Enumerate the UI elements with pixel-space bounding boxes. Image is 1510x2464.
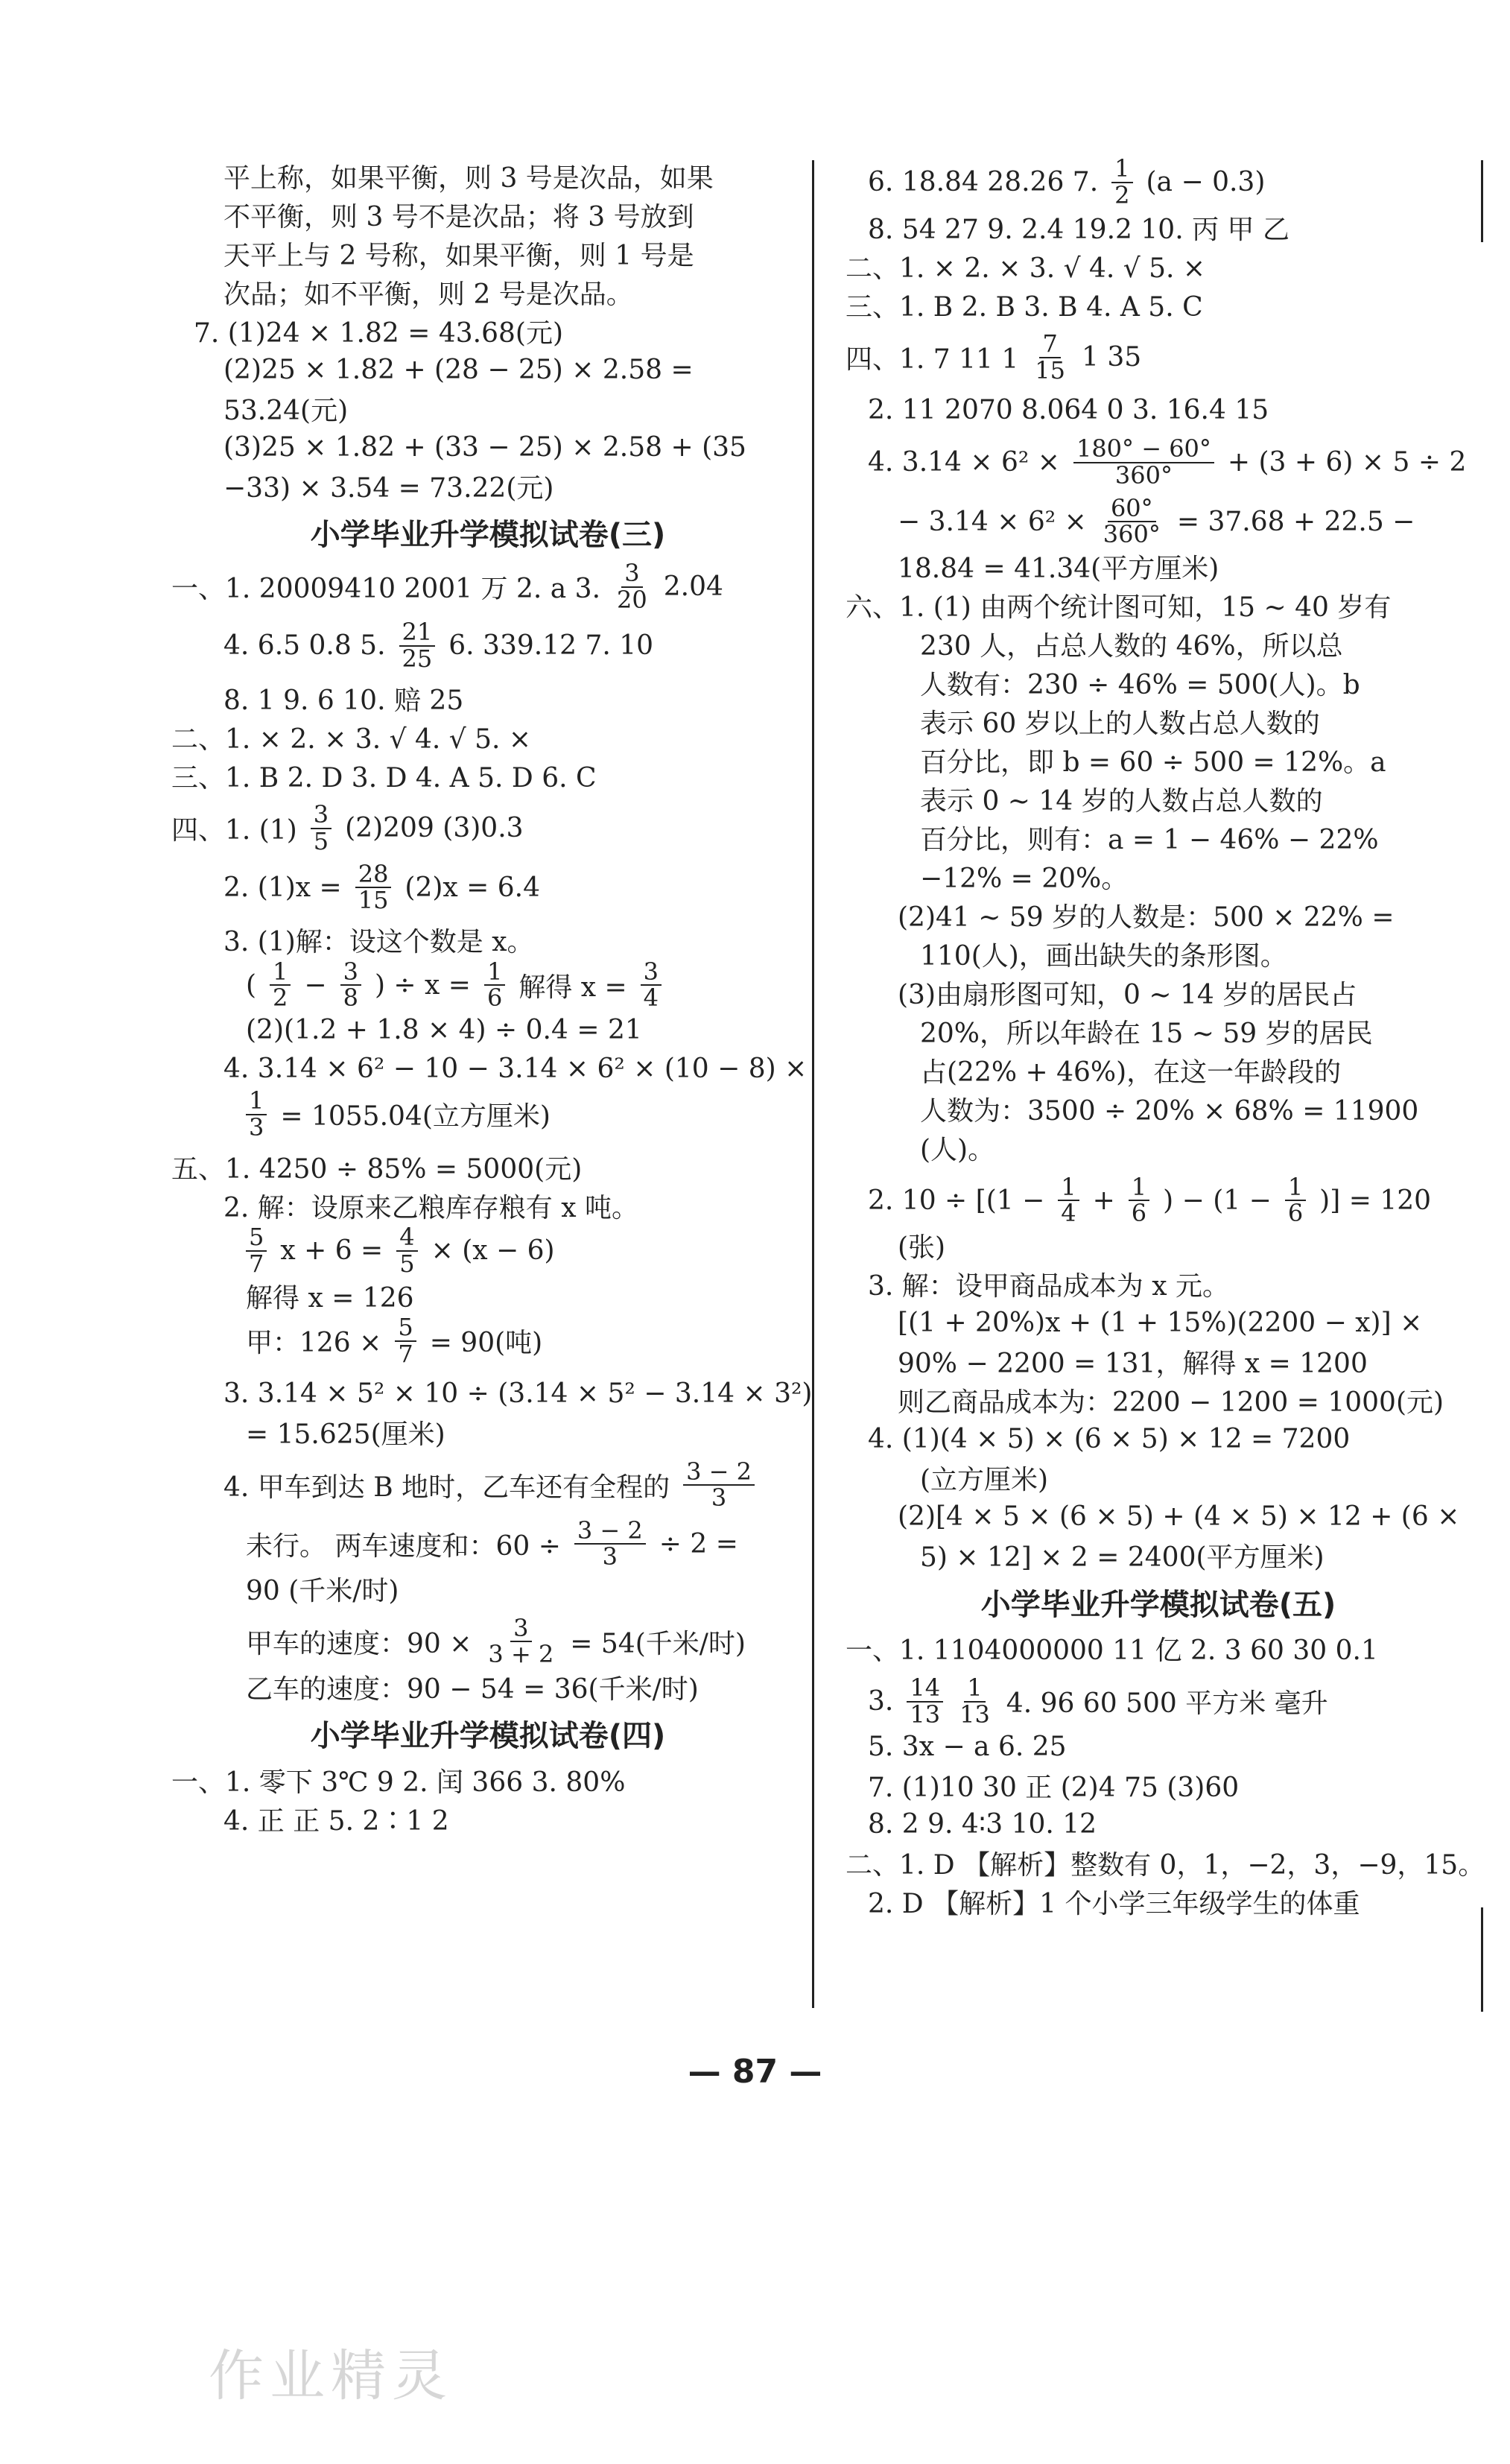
- text-line: [846, 703, 1471, 741]
- text-line: [171, 679, 805, 718]
- denominator: 4: [1061, 1199, 1076, 1228]
- section-title: 小学毕业升学模拟试卷(四): [310, 1719, 666, 1754]
- fraction: [1285, 1172, 1306, 1228]
- text-line: [171, 1186, 805, 1225]
- text-line: [171, 1570, 805, 1609]
- text: 未行。 两车速度和：60 ÷: [246, 1530, 561, 1562]
- text: − 3.14 × 6² ×: [898, 506, 1087, 537]
- text-line: [846, 896, 1471, 935]
- text: 二、1. × 2. × 3. √ 4. √ 5. ×: [171, 723, 532, 755]
- text: 不平衡，则 3 号不是次品；将 3 号放到: [223, 201, 694, 232]
- text: 占(22% + 46%)，在这一年龄段的: [920, 1057, 1342, 1089]
- text: = 37.68 + 22.5 −: [1176, 506, 1415, 537]
- text-line: [846, 548, 1471, 586]
- numerator: 3 − 2: [574, 1518, 646, 1545]
- text-line: [171, 311, 805, 350]
- section-title: 小学毕业升学模拟试卷(五): [980, 1587, 1336, 1622]
- denominator: 15: [1035, 355, 1066, 384]
- column-rule-top: [1481, 160, 1483, 242]
- text: 人数为：3500 ÷ 20% × 68% = 11900: [920, 1096, 1419, 1127]
- text: (2)(1.2 + 1.8 × 4) ÷ 0.4 = 21: [246, 1015, 642, 1046]
- text-line: [171, 1518, 805, 1570]
- text-line: [846, 664, 1471, 703]
- text: 天平上与 2 号称，如果平衡，则 1 号是: [223, 240, 694, 271]
- text: ) − (1 −: [1163, 1185, 1272, 1216]
- fraction: [270, 957, 291, 1013]
- text: −12% = 20%。: [920, 864, 1129, 895]
- text-line: [171, 1413, 805, 1452]
- text-line: [846, 1172, 1471, 1228]
- numerator: 3: [510, 1616, 531, 1643]
- text-line: [171, 1225, 805, 1276]
- denominator: 4: [643, 984, 659, 1013]
- numerator: 5: [395, 1315, 416, 1342]
- numerator: 28: [355, 862, 392, 889]
- text-line: [846, 1630, 1471, 1668]
- text-line: [846, 156, 1471, 208]
- text: 90% − 2200 = 131，解得 x = 1200: [898, 1349, 1368, 1380]
- text: 3. 3.14 × 5² × 10 ÷ (3.14 × 5² − 3.14 × 3²): [223, 1378, 813, 1409]
- text-line: [171, 1613, 805, 1669]
- text: 四、1. (1): [171, 815, 297, 846]
- fraction: [641, 957, 662, 1013]
- text: 表示 60 岁以上的人数占总人数的: [920, 709, 1320, 740]
- fraction: [957, 1673, 993, 1729]
- text-line: [846, 858, 1471, 896]
- fraction: [395, 1315, 416, 1366]
- text: 230 人，占总人数的 46%，所以总: [920, 631, 1343, 662]
- numerator: 21: [399, 620, 436, 647]
- text: ÷ 2 =: [659, 1528, 738, 1559]
- denominator: 6: [1131, 1199, 1147, 1228]
- text-line: [846, 780, 1471, 819]
- text: 3. 解：设甲商品成本为 x 元。: [868, 1271, 1229, 1302]
- text: 110(人)，画出缺失的条形图。: [920, 941, 1287, 972]
- fraction: [907, 1673, 943, 1729]
- text: 百分比，即 b = 60 ÷ 500 = 12%。a: [920, 747, 1386, 779]
- denominator: 8: [343, 984, 358, 1013]
- text: 一、1. 20009410 2001 万 2. a 3.: [171, 574, 601, 605]
- text: 4. 96 60 500 平方米 毫升: [1006, 1688, 1328, 1720]
- denominator: 3: [249, 1112, 264, 1141]
- text-line: [171, 350, 805, 389]
- text-line: [171, 756, 805, 795]
- numerator: 1: [1129, 1175, 1149, 1202]
- text: 平上称，如果平衡，则 3 号是次品，如果: [223, 162, 714, 194]
- denominator: 20: [617, 585, 647, 614]
- text: ) ÷ x =: [374, 969, 471, 1001]
- denominator: 6: [486, 984, 503, 1013]
- numerator: 1: [1058, 1175, 1079, 1202]
- text-line: [846, 329, 1471, 384]
- text: 8. 2 9. 4∶3 10. 12: [868, 1808, 1097, 1840]
- column-divider: [812, 160, 814, 2008]
- text: −: [304, 969, 327, 1001]
- text: 解得 x = 126: [246, 1282, 414, 1314]
- text: (a − 0.3): [1146, 167, 1266, 198]
- text-line: [846, 935, 1471, 974]
- denominator: 2: [1114, 180, 1130, 209]
- text-line: [846, 1766, 1471, 1805]
- fraction: [399, 620, 436, 671]
- text-line: [171, 1668, 805, 1706]
- text-line: [846, 1265, 1471, 1304]
- text: 4. 甲车到达 B 地时，乙车还有全程的: [223, 1472, 670, 1503]
- text-line: [171, 859, 805, 915]
- text: 甲车的速度：90 ×: [246, 1628, 472, 1659]
- numerator: 1: [246, 1089, 267, 1115]
- text-line: [846, 1420, 1471, 1459]
- text: 二、1. D 【解析】整数有 0，1，−2，3，−9，15。: [846, 1849, 1485, 1881]
- text: = 1055.04(立方厘米): [280, 1101, 551, 1133]
- fraction: [246, 1225, 267, 1276]
- left-column: [171, 156, 813, 1838]
- text: 4. 6.5 0.8 5.: [223, 630, 386, 662]
- text: 6. 18.84 28.26 7.: [868, 167, 1099, 198]
- text-line: [846, 1381, 1471, 1420]
- text: 甲：126 ×: [246, 1328, 382, 1359]
- text: × (x − 6): [431, 1235, 555, 1267]
- fraction: [574, 1518, 646, 1570]
- text-line: [846, 625, 1471, 664]
- fraction: [1100, 493, 1164, 549]
- text: 20%，所以年龄在 15 ~ 59 岁的居民: [920, 1019, 1373, 1050]
- text: 四、1. 7 11 1: [846, 344, 1019, 376]
- text-line: [846, 434, 1471, 490]
- text-line: [846, 208, 1471, 247]
- text-line: [846, 1090, 1471, 1129]
- denominator: 7: [398, 1339, 413, 1368]
- text: x + 6 =: [280, 1235, 384, 1267]
- text: [(1 + 20%)x + (1 + 15%)(2200 − x)] ×: [898, 1308, 1423, 1339]
- text: (立方厘米): [920, 1465, 1049, 1496]
- fraction: [484, 957, 505, 1013]
- text: 五、1. 4250 ÷ 85% = 5000(元): [171, 1153, 583, 1185]
- text: 90 (千米/时): [246, 1576, 399, 1607]
- fraction: [683, 1457, 755, 1513]
- text: 1 35: [1082, 342, 1142, 373]
- numerator: 7: [1039, 332, 1060, 358]
- text-line: [171, 428, 805, 466]
- denominator: 6: [1287, 1199, 1304, 1228]
- numerator: 60°: [1108, 496, 1156, 523]
- text-line: [171, 1315, 805, 1366]
- text: )] = 120: [1319, 1185, 1432, 1216]
- text: 2. 10 ÷ [(1 −: [868, 1185, 1045, 1216]
- numerator: 14: [907, 1676, 943, 1703]
- denominator: 2: [273, 984, 288, 1013]
- text: (人)。: [920, 1135, 995, 1166]
- text-line: [846, 1304, 1471, 1343]
- text-line: [846, 1129, 1471, 1168]
- denominator: 13: [959, 1700, 990, 1729]
- denominator: 360°: [1103, 520, 1161, 549]
- fraction: [614, 561, 650, 612]
- text: 2. D 【解析】1 个小学三年级学生的体重: [868, 1888, 1360, 1919]
- fraction: [485, 1613, 556, 1669]
- fraction: [1032, 329, 1068, 384]
- numerator: 1: [270, 960, 291, 986]
- text: 6. 339.12 7. 10: [448, 630, 654, 662]
- numerator: 180° − 60°: [1073, 437, 1214, 463]
- text: = 90(吨): [429, 1328, 543, 1359]
- numerator: 3: [641, 960, 662, 986]
- text: (3)25 × 1.82 + (33 − 25) × 2.58 + (35: [223, 431, 746, 463]
- page-number: — 87 —: [688, 2053, 822, 2091]
- text: 二、1. × 2. × 3. √ 4. √ 5. ×: [846, 253, 1206, 284]
- right-column: [846, 154, 1485, 1921]
- text: = 54(千米/时): [570, 1628, 746, 1659]
- text-line: [171, 1375, 813, 1413]
- text: 8. 1 9. 6 10. 赔 25: [223, 685, 464, 716]
- text: +: [1092, 1185, 1115, 1216]
- text: (2)x = 6.4: [405, 872, 541, 903]
- text-line: [171, 156, 805, 195]
- fraction: [311, 802, 331, 854]
- text: 三、1. B 2. B 3. B 4. A 5. C: [846, 291, 1203, 323]
- text-line: [171, 466, 805, 505]
- text: (2)25 × 1.82 + (28 − 25) × 2.58 =: [223, 354, 694, 385]
- denominator: 3 + 2: [488, 1640, 554, 1669]
- text: 则乙商品成本为：2200 − 1200 = 1000(元): [898, 1387, 1444, 1419]
- text-line: [846, 1051, 1471, 1090]
- text-line: [846, 586, 1471, 625]
- numerator: 3: [621, 561, 642, 588]
- text-line: [846, 1882, 1471, 1921]
- text: 4. 3.14 × 6² − 10 − 3.14 × 6² × (10 − 8) ×: [223, 1054, 808, 1085]
- numerator: 3: [311, 802, 331, 829]
- text: 2. (1)x =: [223, 872, 342, 903]
- text-line: [846, 247, 1471, 285]
- text: 2. 11 2070 8.064 0 3. 16.4 15: [868, 394, 1269, 425]
- denominator: 3: [602, 1542, 618, 1571]
- text: = 15.625(厘米): [246, 1419, 445, 1450]
- denominator: 15: [358, 886, 389, 915]
- fraction: [396, 1225, 417, 1276]
- text: + (3 + 6) × 5 ÷ 2: [1227, 447, 1467, 478]
- text: (2)[4 × 5 × (6 × 5) + (4 × 5) × 12 + (6 ×: [898, 1501, 1460, 1533]
- text-line: [846, 1226, 1471, 1265]
- fraction: [1058, 1172, 1079, 1228]
- fraction: [1073, 434, 1214, 490]
- text-line: [846, 819, 1471, 858]
- text-line: [846, 390, 1471, 429]
- text: 乙车的速度：90 − 54 = 36(千米/时): [246, 1673, 699, 1705]
- text: 4. (1)(4 × 5) × (6 × 5) × 12 = 7200: [868, 1424, 1351, 1455]
- denominator: 25: [402, 644, 433, 673]
- text-line: [171, 1761, 805, 1799]
- text: (2)41 ~ 59 岁的人数是：500 × 22% =: [898, 902, 1395, 934]
- numerator: 1: [1285, 1175, 1306, 1202]
- text: (3)由扇形图可知，0 ~ 14 岁的居民占: [898, 980, 1357, 1011]
- text: 18.84 = 41.34(平方厘米): [898, 554, 1219, 585]
- text-line: [846, 741, 1471, 780]
- text-line: [171, 1086, 805, 1141]
- text: 三、1. B 2. D 3. D 4. A 5. D 6. C: [171, 762, 597, 794]
- fraction: [355, 859, 392, 915]
- text: 8. 54 27 9. 2.4 19.2 10. 丙 甲 乙: [868, 214, 1289, 245]
- fraction: [1111, 156, 1132, 208]
- text: 5) × 12] × 2 = 2400(平方厘米): [920, 1542, 1325, 1574]
- fraction: [246, 1086, 267, 1141]
- text-line: [171, 1799, 805, 1838]
- text-line: [846, 1343, 1471, 1381]
- text-line: [171, 273, 805, 311]
- text-line: [171, 1276, 805, 1315]
- text: 7. (1)10 30 正 (2)4 75 (3)60: [868, 1772, 1240, 1803]
- numerator: 1: [484, 960, 505, 986]
- text-line: [846, 1727, 1471, 1766]
- text: 六、1. (1) 由两个统计图可知，15 ~ 40 岁有: [846, 592, 1392, 624]
- text: 解得 x =: [518, 972, 627, 1003]
- text: (2)209 (3)0.3: [345, 813, 524, 844]
- column-rule-bottom: [1481, 1907, 1483, 2012]
- text-line: [171, 389, 805, 428]
- watermark: 作业精灵: [209, 2344, 453, 2408]
- text: 次品；如不平衡，则 2 号是次品。: [223, 279, 633, 310]
- text: 4. 正 正 5. 2∶1 2: [223, 1805, 449, 1837]
- text: 3.: [868, 1686, 894, 1717]
- text-line: [846, 1805, 1471, 1843]
- numerator: 3 − 2: [683, 1460, 755, 1486]
- text-line: [171, 1011, 805, 1050]
- text: 一、1. 1104000000 11 亿 2. 3 60 30 0.1: [846, 1635, 1378, 1667]
- text-line: [171, 561, 805, 612]
- numerator: 1: [964, 1676, 985, 1703]
- denominator: 360°: [1114, 460, 1173, 490]
- text-line: [171, 195, 805, 234]
- text-line: [171, 1457, 805, 1513]
- text: 2.04: [663, 571, 723, 603]
- text: 7. (1)24 × 1.82 = 43.68(元): [194, 317, 564, 349]
- text: 百分比，则有：a = 1 − 46% − 22%: [920, 825, 1379, 856]
- denominator: 5: [399, 1249, 415, 1278]
- text: (张): [898, 1232, 946, 1264]
- text-line: [171, 921, 805, 960]
- numerator: 5: [246, 1225, 267, 1252]
- text-line: [171, 957, 805, 1013]
- text: 表示 0 ~ 14 岁的人数占总人数的: [920, 786, 1323, 817]
- text-line: [171, 718, 805, 756]
- text-line: [846, 1843, 1485, 1882]
- text-line: [846, 1673, 1471, 1729]
- text: 53.24(元): [223, 395, 349, 426]
- text-line: [171, 234, 805, 273]
- denominator: 3: [711, 1483, 727, 1513]
- numerator: 1: [1111, 156, 1132, 183]
- text: (: [246, 969, 257, 1001]
- numerator: 4: [396, 1225, 417, 1252]
- text-line: [171, 1050, 808, 1089]
- text: 一、1. 零下 3℃ 9 2. 闰 366 3. 80%: [171, 1767, 626, 1798]
- text: −33) × 3.54 = 73.22(元): [223, 472, 554, 504]
- text-line: [171, 802, 805, 854]
- fraction: [1129, 1172, 1149, 1228]
- text-line: [846, 1013, 1471, 1051]
- section-title: 小学毕业升学模拟试卷(三): [310, 518, 666, 552]
- text-line: [171, 620, 805, 671]
- text: 4. 3.14 × 6² ×: [868, 447, 1060, 478]
- text-line: [846, 1498, 1471, 1536]
- text-line: [846, 1459, 1471, 1498]
- text: 人数有：230 ÷ 46% = 500(人)。b: [920, 670, 1360, 701]
- denominator: 5: [313, 826, 329, 855]
- denominator: 13: [910, 1700, 941, 1729]
- numerator: 3: [340, 960, 361, 986]
- text: 2. 解：设原来乙粮库存粮有 x 吨。: [223, 1192, 638, 1223]
- text-line: [846, 1536, 1471, 1575]
- text-line: [846, 285, 1471, 324]
- fraction: [340, 957, 361, 1013]
- text: 3. (1)解：设这个数是 x。: [223, 927, 534, 958]
- text: 5. 3x − a 6. 25: [868, 1731, 1067, 1762]
- denominator: 7: [249, 1249, 264, 1278]
- text-line: [846, 493, 1471, 549]
- text-line: [846, 974, 1471, 1013]
- text-line: [171, 1147, 805, 1186]
